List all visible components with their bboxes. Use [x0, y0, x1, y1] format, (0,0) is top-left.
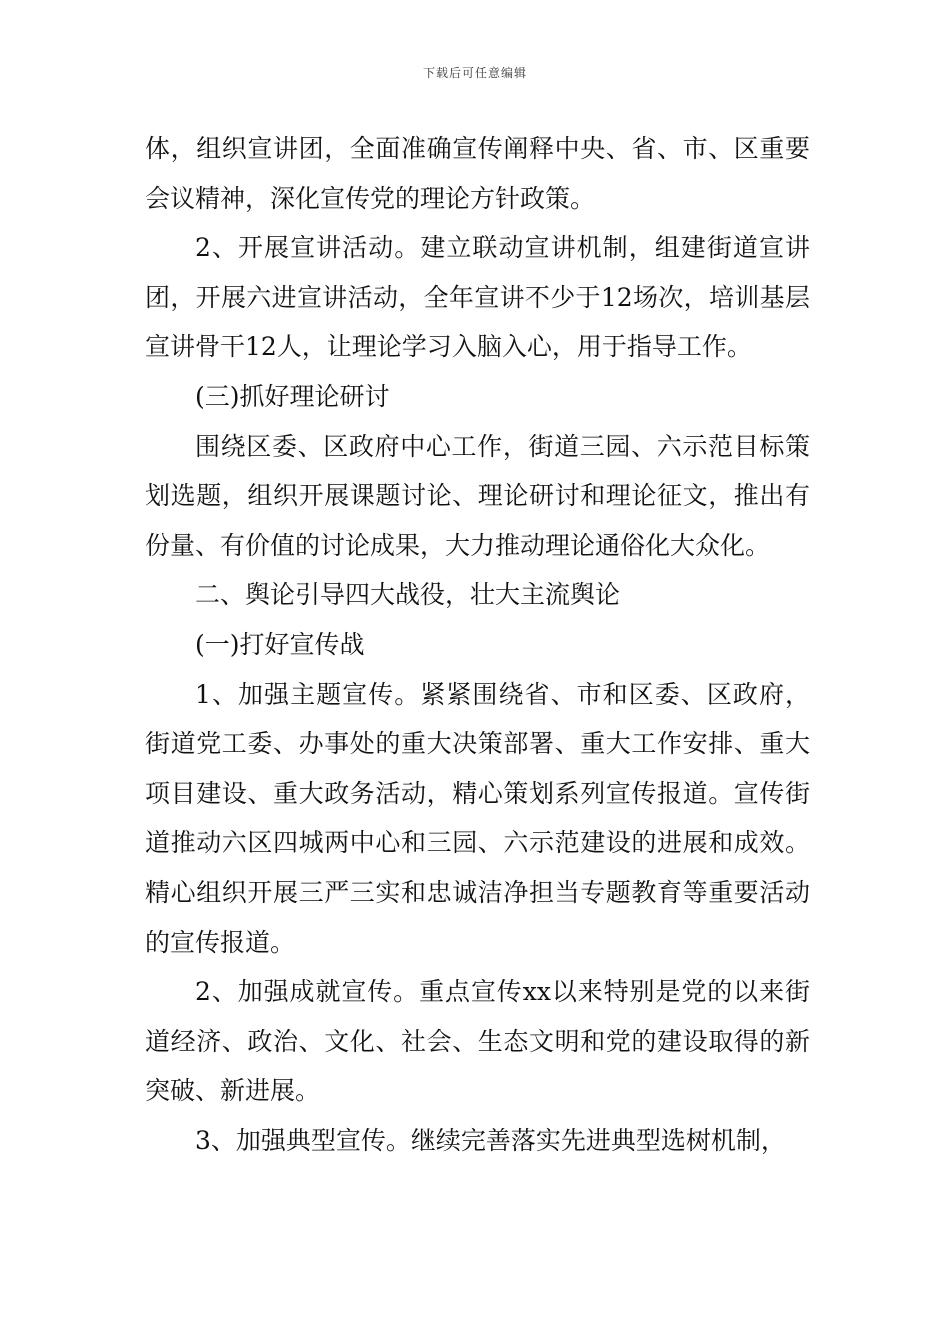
paragraph-item-3: 3、加强典型宣传。继续完善落实先进典型选树机制， [195, 1125, 786, 1155]
paragraph-continuation: 体，组织宣讲团，全面准确宣传阐释中央、省、市、区重要会议精神，深化宣传党的理论方针政策。 [145, 134, 810, 213]
chapter-heading-two: 二、舆论引导四大战役，壮大主流舆论 [195, 580, 621, 610]
paragraph-item-1: 1、加强主题宣传。紧紧围绕省、市和区委、区政府，街道党工委、办事处的重大决策部署、重大工作安排、重大项目建设、重大政务活动，精心策划系列宣传报道。宣传街道推动六区四城两中心和三园、六示范建设的进展和成效。精心组织开展三严三实和忠诚洁净担当专题教育等重要活动的宣传报道。 [145, 679, 810, 957]
section-heading-three: (三)抓好理论研讨 [195, 381, 390, 411]
paragraph-item-2-achievements: 2、加强成就宣传。重点宣传xx以来特别是党的以来街道经济、政治、文化、社会、生态文明和党的建设取得的新突破、新进展。 [145, 977, 810, 1106]
section-heading-one: (一)打好宣传战 [195, 629, 365, 659]
paragraph-item-2: 2、开展宣讲活动。建立联动宣讲机制，组建街道宣讲团，开展六进宣讲活动，全年宣讲不少于12场次，培训基层宣讲骨干12人，让理论学习入脑入心，用于指导工作。 [145, 233, 810, 362]
page-header: 下载后可任意编辑 [422, 66, 527, 80]
paragraph-theory-discussion: 围绕区委、区政府中心工作，街道三园、六示范目标策划选题，组织开展课题讨论、理论研讨和理论征文，推出有份量、有价值的讨论成果，大力推动理论通俗化大众化。 [145, 431, 810, 560]
document-body [145, 124, 810, 1165]
